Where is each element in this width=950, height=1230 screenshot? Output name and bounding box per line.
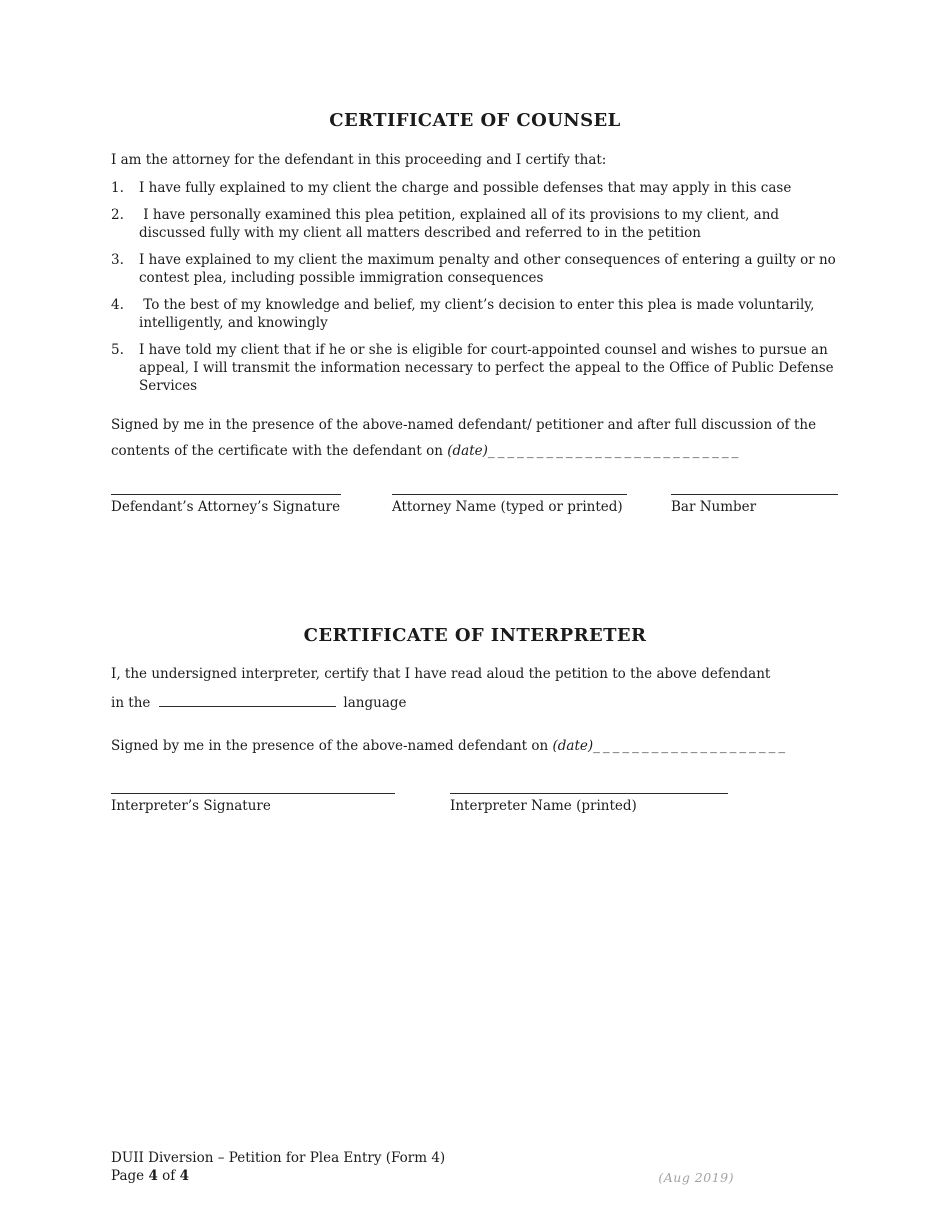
signed-statement-line1: Signed by me in the presence of the above-named defendant/ petitioner and after full discussion of the bbox=[111, 417, 817, 433]
attorney-signature-label: Defendant’s Attorney’s Signature bbox=[111, 499, 341, 515]
interpreter-signature-label: Interpreter’s Signature bbox=[111, 798, 271, 814]
item-text: I have explained to my client the maximum penalty and other consequences of entering a guilty or no contest plea, including possible immigration consequences bbox=[139, 252, 836, 286]
footer-revision-date: (Aug 2019) bbox=[658, 1170, 734, 1185]
counsel-intro: I am the attorney for the defendant in this proceeding and I certify that: bbox=[111, 152, 607, 168]
page-word: Page bbox=[111, 1167, 149, 1184]
signed-statement-line2 bbox=[111, 438, 839, 464]
of-word: of bbox=[157, 1167, 180, 1184]
counsel-section-title: CERTIFICATE OF COUNSEL bbox=[329, 110, 621, 131]
counsel-list bbox=[111, 179, 839, 395]
counsel-item-2 bbox=[111, 206, 839, 242]
counsel-item-4 bbox=[111, 296, 839, 332]
attorney-name-label: Attorney Name (typed or printed) bbox=[392, 499, 623, 515]
interpreter-signed-prefix: Signed by me in the presence of the above-named defendant on bbox=[111, 738, 553, 754]
counsel-item-3 bbox=[111, 251, 839, 287]
page-content bbox=[111, 0, 839, 814]
interpreter-name-line bbox=[450, 793, 728, 814]
item-number: 3. bbox=[111, 252, 124, 268]
interpreter-signature-row bbox=[111, 793, 839, 814]
item-text: I have told my client that if he or she is eligible for court-appointed counsel and wishes to pursue an appeal, I will transmit the information necessary to perfect the appeal to the Office of Public Defense Services bbox=[139, 342, 834, 394]
item-number: 1. bbox=[111, 180, 124, 196]
page-total: 4 bbox=[179, 1167, 189, 1184]
interpreter-intro: I, the undersigned interpreter, certify that I have read aloud the petition to the above defendant bbox=[111, 666, 771, 682]
interpreter-section-title: CERTIFICATE OF INTERPRETER bbox=[303, 625, 647, 646]
footer-form-name: DUII Diversion – Petition for Plea Entry (Form 4) bbox=[111, 1150, 446, 1166]
item-number: 2. bbox=[111, 207, 124, 223]
date-label: (date) bbox=[552, 738, 594, 754]
counsel-signature-row bbox=[111, 494, 839, 515]
language-line-suffix: language bbox=[343, 695, 407, 711]
item-text: To the best of my knowledge and belief, my client’s decision to enter this plea is made voluntarily, intelligently, and knowingly bbox=[139, 297, 815, 331]
item-text: I have fully explained to my client the charge and possible defenses that may apply in this case bbox=[139, 180, 792, 196]
page-number: 4 bbox=[148, 1167, 158, 1184]
date-blank-line: __________________________ bbox=[487, 443, 742, 459]
interpreter-name-label: Interpreter Name (printed) bbox=[450, 798, 637, 814]
bar-number-label: Bar Number bbox=[671, 499, 757, 515]
language-blank-line bbox=[159, 692, 336, 707]
item-number: 5. bbox=[111, 342, 124, 358]
signed-statement-prefix: contents of the certificate with the defendant on bbox=[111, 443, 448, 459]
language-line-prefix: in the bbox=[111, 695, 151, 711]
counsel-signed-statement bbox=[111, 412, 839, 464]
counsel-item-1 bbox=[111, 179, 839, 197]
attorney-name-line bbox=[392, 494, 627, 515]
date-label: (date) bbox=[447, 443, 488, 459]
date-blank-line: ____________________ bbox=[593, 738, 789, 754]
attorney-signature-line bbox=[111, 494, 341, 515]
counsel-item-5 bbox=[111, 341, 839, 395]
interpreter-signed-statement bbox=[111, 737, 839, 755]
bar-number-line bbox=[671, 494, 838, 515]
item-number: 4. bbox=[111, 297, 124, 313]
interpreter-language-line bbox=[111, 692, 839, 713]
footer bbox=[111, 1150, 839, 1185]
item-text: I have personally examined this plea petition, explained all of its provisions to my client, and discussed fully with my client all matters described and referred to in the petition bbox=[139, 207, 780, 241]
interpreter-signature-line bbox=[111, 793, 395, 814]
